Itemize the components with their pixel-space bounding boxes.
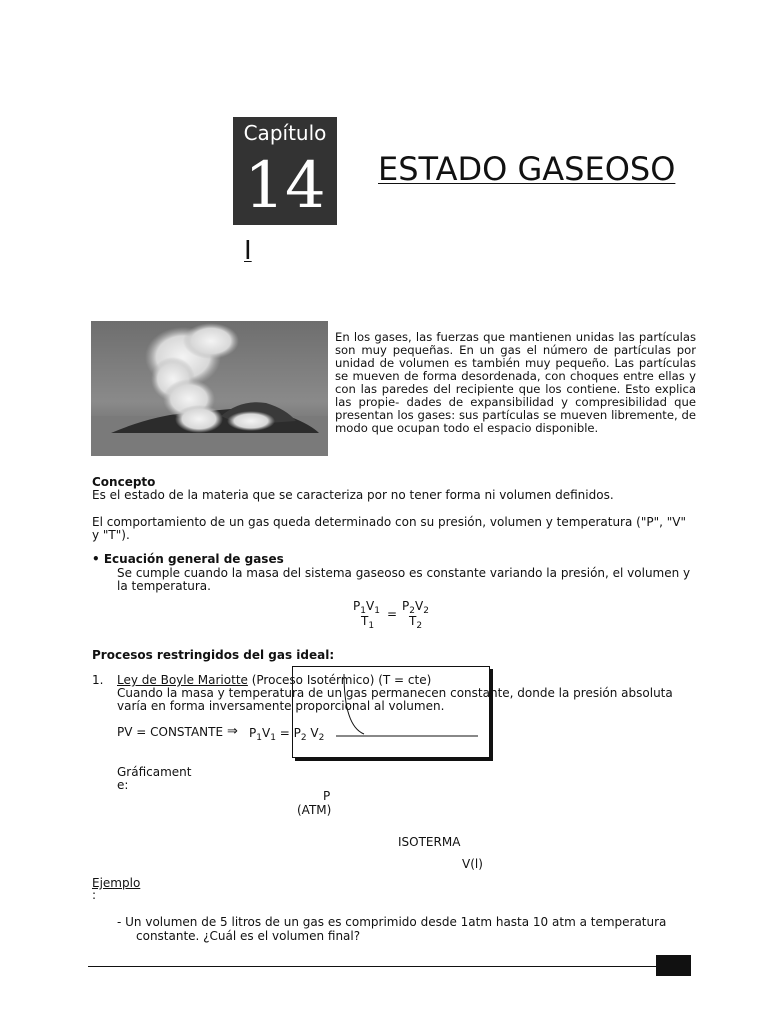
graph-label-1: Gráficament <box>117 765 192 779</box>
example-line-2: constante. ¿Cuál es el volumen final? <box>136 929 361 943</box>
boyle-law-text: Cuando la masa y temperatura de un gas permanecen constante, donde la presión absoluta varía en forma inversamente proporcional al volumen. <box>117 686 673 713</box>
example-line-1: - Un volumen de 5 litros de un gas es comprimido desde 1atm hasta 10 atm a temperatura <box>117 915 667 929</box>
footer-rule <box>88 966 656 967</box>
isoterma-label: ISOTERMA <box>398 835 461 849</box>
volcano-photo <box>91 321 328 456</box>
equation-equals: = <box>387 607 398 621</box>
axis-v-label: V(l) <box>462 857 483 871</box>
equation-left-denominator: $T_1$ <box>361 614 375 631</box>
boyle-equation: $P_1V_1 = P_2$ $V_2$ <box>249 726 325 743</box>
intro-paragraph: En los gases, las fuerzas que mantienen unidas las partículas son muy pequeñas. En un gas el número de partículas por unidad de volumen es también muy pequeño. Las partículas se mueven de forma desordenada, con choques entre ellas y con las paredes del recipiente que los contiene. Esto explica las propie- dades de expansibilidad y compresibilidad que presentan los gases: sus partículas se mueven libremente, de modo que ocupan todo el espacio disponible. <box>335 330 696 435</box>
general-equation-text: Se cumple cuando la masa del sistema gaseoso es constante variando la presión, el volumen y la temperatura. <box>117 566 691 593</box>
axis-p-label: P <box>323 789 331 803</box>
graph-label-2: e: <box>117 778 129 792</box>
pv-constant: PV = CONSTANTE <box>117 725 224 739</box>
chapter-label: Capítulo <box>243 121 327 145</box>
example-colon: : <box>92 888 97 902</box>
concept-heading: Concepto <box>92 475 156 489</box>
concept-definition: Es el estado de la materia que se caracteriza por no tener forma ni volumen definidos. <box>92 488 614 502</box>
chapter-number: 14 <box>244 149 326 223</box>
boyle-law-name: Ley de Boyle Mariotte <box>117 673 248 687</box>
concept-behavior: El comportamiento de un gas queda determinado con su presión, volumen y temperatura ("P", "V" y "T"). <box>92 515 686 542</box>
equation-left-numerator: $P_1V_1$ <box>353 599 380 616</box>
example-heading: Ejemplo <box>92 876 141 890</box>
implies-arrow-icon: ⇒ <box>227 724 238 739</box>
page-title: ESTADO GASEOSO <box>378 150 676 188</box>
footer-page-block <box>656 955 691 976</box>
process-number: 1. <box>92 673 104 687</box>
equation-right-denominator: $T_2$ <box>409 614 423 631</box>
axis-unit-label: (ATM) <box>297 803 332 817</box>
processes-heading: Procesos restringidos del gas ideal: <box>92 648 335 662</box>
equation-right-numerator: $P_2V_2$ <box>402 599 429 616</box>
chapter-badge <box>233 117 337 225</box>
chapter-part: I <box>244 236 252 266</box>
general-equation-heading: • Ecuación general de gases <box>92 552 284 566</box>
boyle-law-rest: (Proceso Isotérmico) (T = cte) <box>247 673 432 687</box>
